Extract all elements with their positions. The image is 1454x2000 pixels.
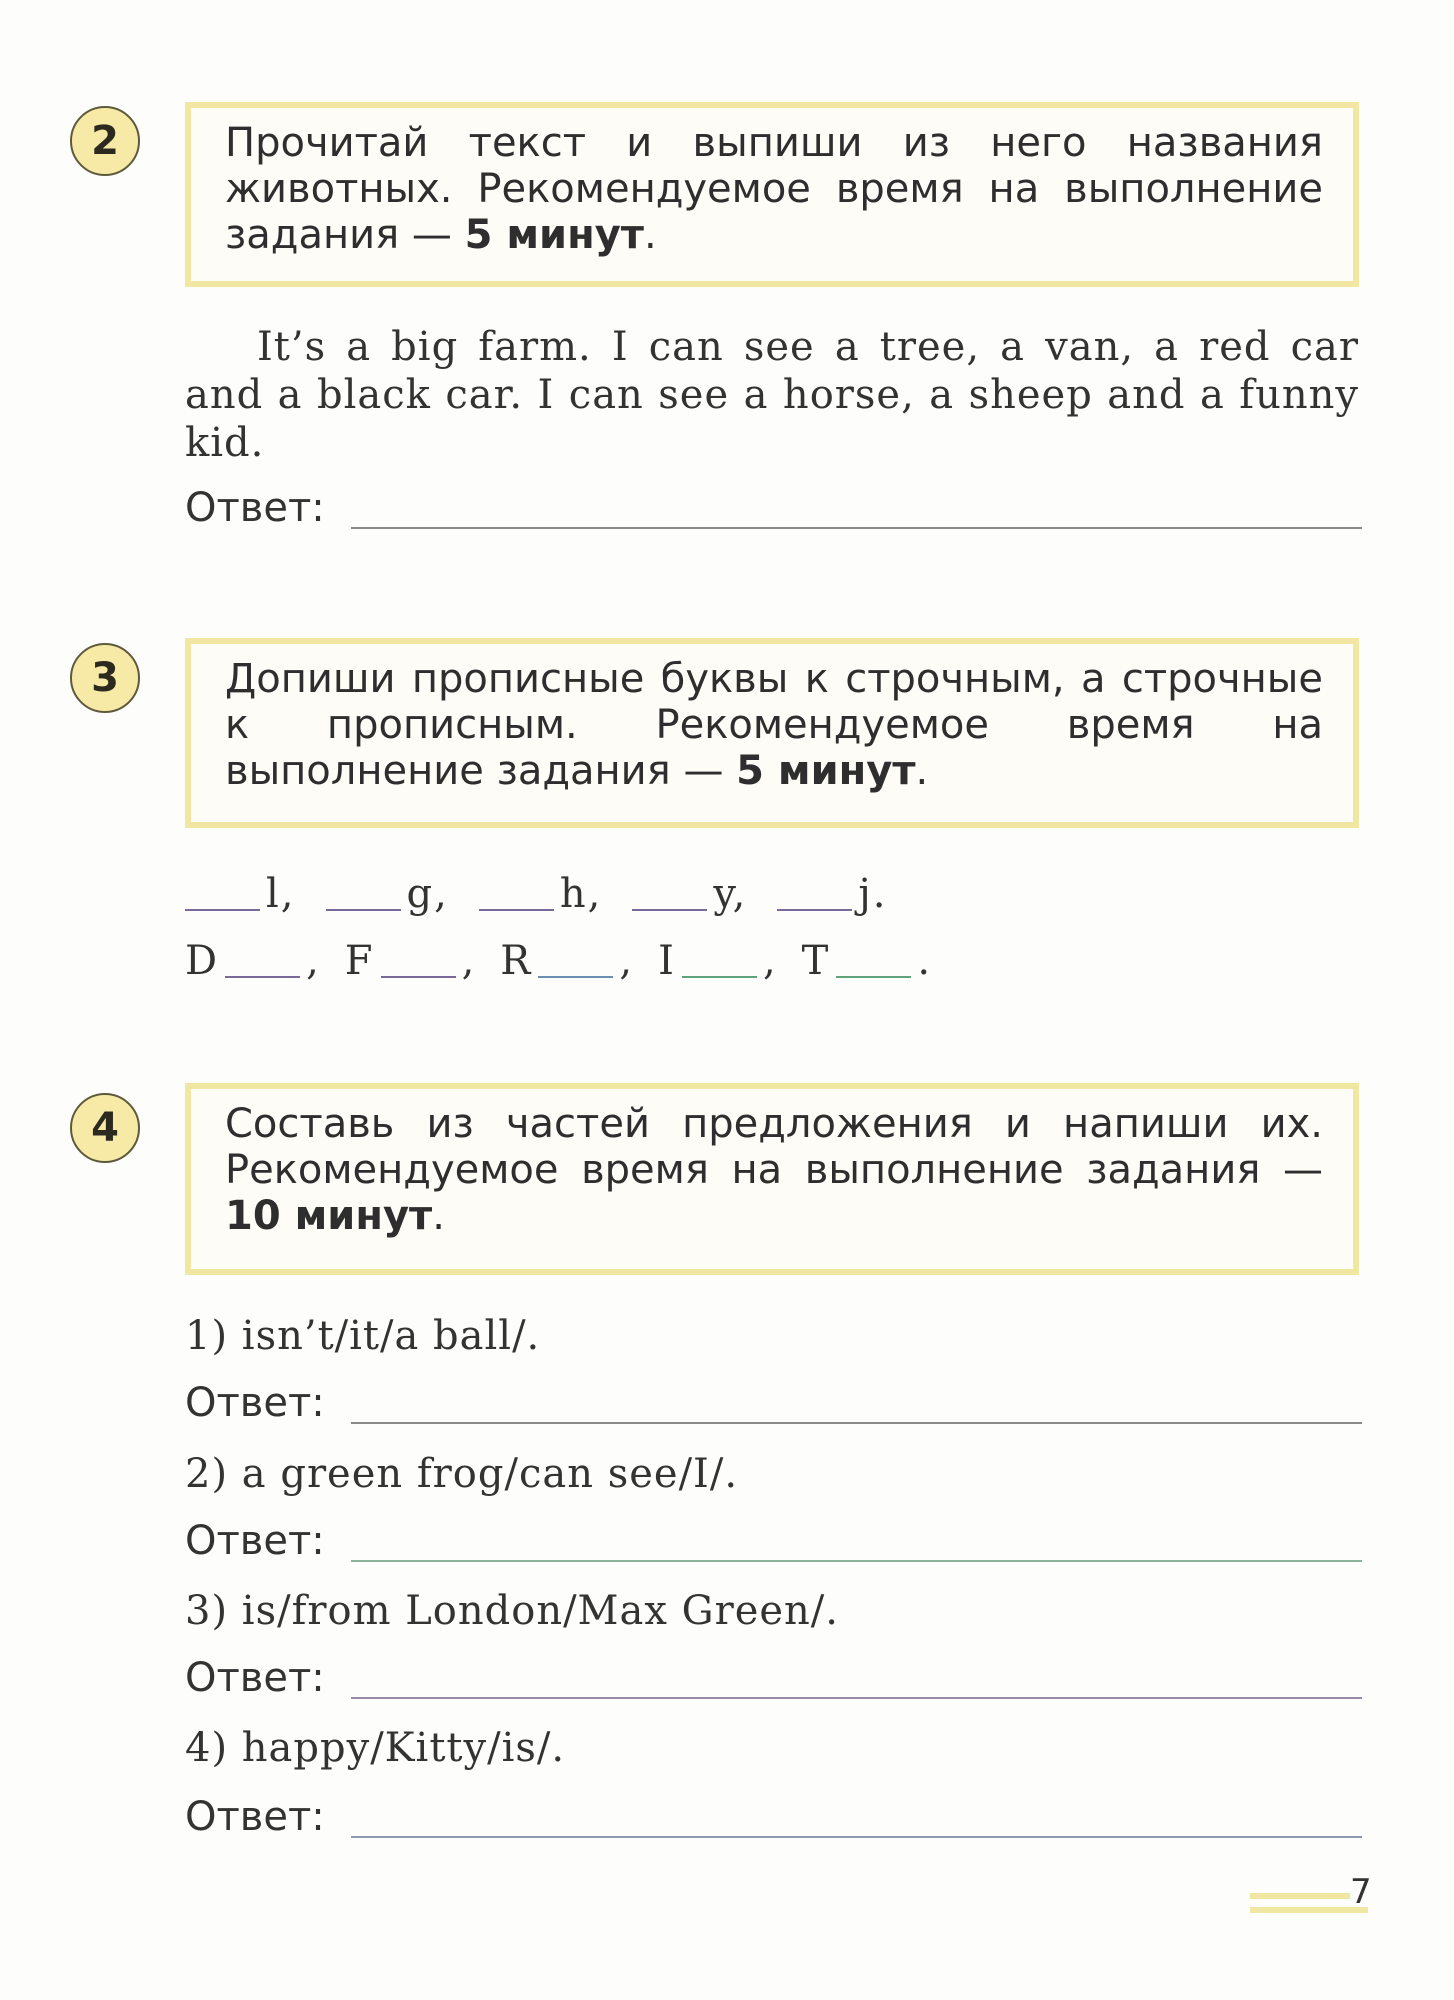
letter-blank[interactable]: [185, 909, 260, 911]
answer-row[interactable]: [185, 1655, 1362, 1701]
lowercase-letter: j.: [858, 871, 888, 917]
instruction-time: 10 минут: [225, 1193, 433, 1239]
letter-blank[interactable]: [381, 976, 456, 978]
uppercase-letter: D: [185, 938, 220, 984]
letter-blank[interactable]: [326, 909, 401, 911]
task-instruction-box: Допиши прописные буквы к строчным, а строчные к прописным. Рекомендуемое время на выполнение задания — 5 минут.: [185, 638, 1359, 828]
instruction-text: Допиши прописные буквы к строчным, а строчные к прописным. Рекомендуемое время на выполнение задания —: [225, 656, 1323, 794]
letter-blank[interactable]: [682, 976, 757, 978]
answer-row[interactable]: [185, 1380, 1362, 1426]
instruction-time: 5 минут: [736, 748, 916, 794]
instruction-text: Прочитай текст и выпиши из него названия животных. Рекомендуемое время на выполнение задания —: [225, 120, 1323, 258]
exercise-item: 3) is/from London/Max Green/.: [185, 1588, 839, 1634]
uppercase-letter: I: [658, 938, 676, 984]
answer-line[interactable]: [351, 527, 1362, 529]
exercise-item: 2) a green frog/can see/I/.: [185, 1451, 739, 1497]
instruction-time: 5 минут: [464, 212, 644, 258]
answer-label: Ответ:: [185, 1794, 325, 1840]
answer-line[interactable]: [351, 1697, 1362, 1699]
uppercase-row: D , F , R , I , T .: [185, 938, 933, 984]
exercise-item: 4) happy/Kitty/is/.: [185, 1725, 566, 1771]
answer-row[interactable]: [185, 485, 1362, 531]
letter-blank[interactable]: [836, 976, 911, 978]
letter-blank[interactable]: [225, 976, 300, 978]
task-number-badge: 2: [70, 106, 140, 176]
task-instruction-box: Прочитай текст и выпиши из него названия животных. Рекомендуемое время на выполнение задания — 5 минут.: [185, 102, 1359, 287]
page-number: 7: [1350, 1872, 1372, 1912]
exercise-item: 1) isn’t/it/a ball/.: [185, 1313, 541, 1359]
uppercase-letter: T: [801, 938, 831, 984]
page-number-decoration: [1250, 1893, 1350, 1899]
uppercase-letter: F: [344, 938, 375, 984]
answer-line[interactable]: [351, 1422, 1362, 1424]
answer-row[interactable]: [185, 1518, 1362, 1564]
lowercase-letter: y,: [713, 871, 748, 917]
letter-blank[interactable]: [777, 909, 852, 911]
task-instruction-box: Составь из частей предложения и напиши их. Рекомендуемое время на выполнение задания — 10 минут.: [185, 1083, 1359, 1275]
answer-label: Ответ:: [185, 1655, 325, 1701]
uppercase-letter: R: [500, 938, 533, 984]
task-number-badge: 3: [70, 643, 140, 713]
letter-blank[interactable]: [479, 909, 554, 911]
letter-blank[interactable]: [632, 909, 707, 911]
answer-line[interactable]: [351, 1836, 1362, 1838]
lowercase-letter: l,: [266, 871, 296, 917]
instruction-text: Составь из частей предложения и напиши их. Рекомендуемое время на выполнение задания —: [225, 1101, 1323, 1193]
answer-line[interactable]: [351, 1560, 1362, 1562]
answer-label: Ответ:: [185, 485, 325, 531]
lowercase-row: [185, 870, 887, 918]
letter-blank[interactable]: [538, 976, 613, 978]
answer-row[interactable]: [185, 1794, 1362, 1840]
answer-label: Ответ:: [185, 1380, 325, 1426]
lowercase-letter: h,: [559, 871, 603, 917]
reading-passage: It’s a big farm. I can see a tree, a van, a red car and a black car. I can see a horse, a sheep and a funny kid.: [185, 324, 1359, 466]
task-number-badge: 4: [70, 1093, 140, 1163]
answer-label: Ответ:: [185, 1518, 325, 1564]
lowercase-letter: g,: [406, 871, 449, 917]
